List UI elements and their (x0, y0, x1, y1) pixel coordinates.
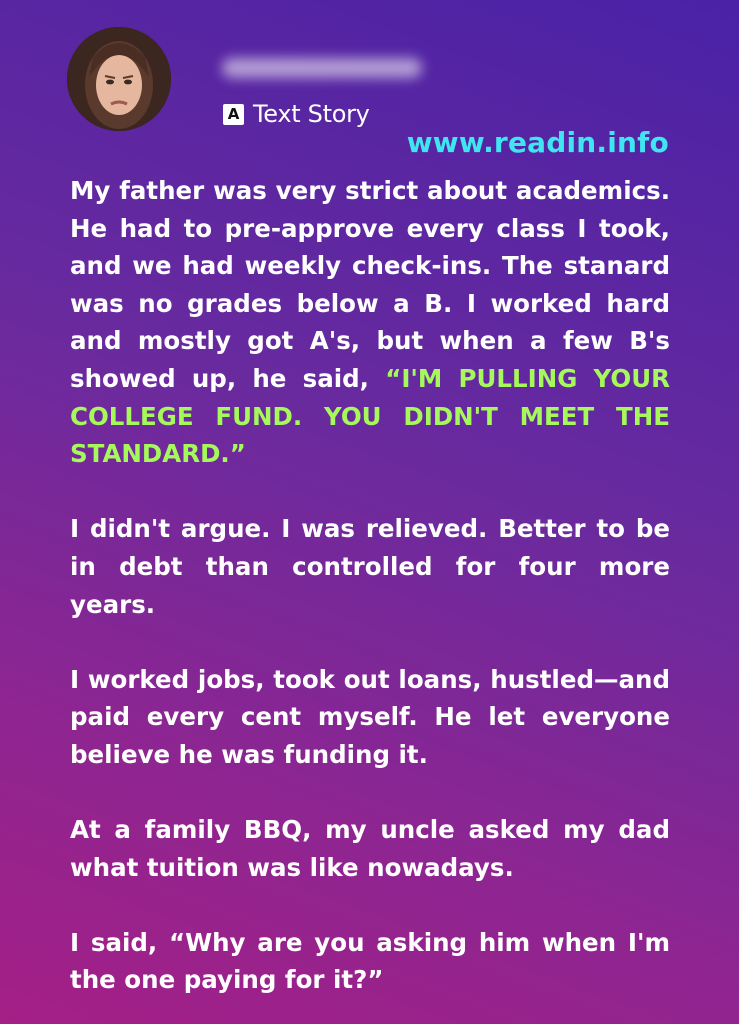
story-paragraph-1 (70, 172, 670, 473)
text-story-icon: A (223, 104, 244, 125)
site-url: www.readin.info (406, 126, 669, 159)
story-paragraph-2: I didn't argue. I was relieved. Better to be in debt than controlled for four more years. (70, 514, 670, 619)
highlighted-quote: “I'M PULLING YOUR COLLEGE FUND. YOU DIDN'T MEET THE STANDARD.” (70, 363, 671, 469)
story-text: My father was very strict about academics. He had to pre-approve every class I took, and we had weekly check-ins. The stanard was no grades below a B. I worked hard and mostly got A's, but when a few B's showed up, he said, (70, 176, 670, 393)
story-paragraph-5: I said, “Why are you asking him when I'm the one paying for it?” (70, 927, 670, 995)
story-type-tag (223, 100, 370, 128)
story-paragraph-3: I worked jobs, took out loans, hustled—and paid every cent myself. He let everyone believe he was funding it. (70, 664, 670, 769)
author-name-blurred (222, 58, 422, 78)
story-body (70, 172, 670, 999)
author-avatar (67, 27, 171, 131)
story-paragraph-4: At a family BBQ, my uncle asked my dad what tuition was like nowadays. (70, 815, 670, 882)
story-type-label: Text Story (253, 100, 370, 128)
